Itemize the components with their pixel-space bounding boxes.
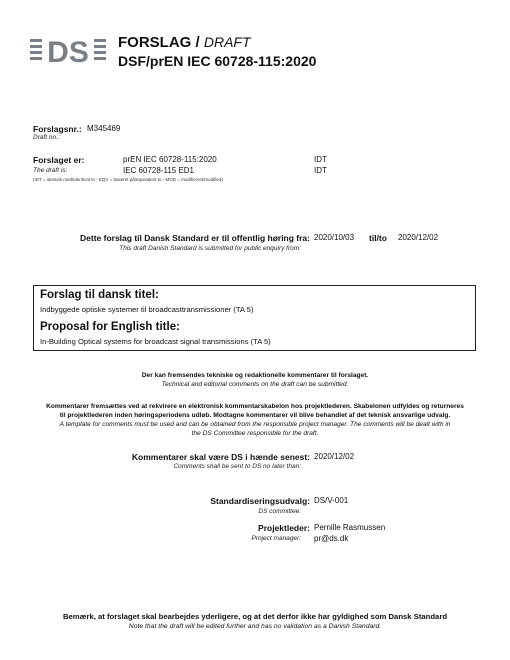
document-designation: DSF/prEN IEC 60728-115:2020 [118,53,317,69]
enquiry-to-date: 2020/12/02 [398,233,439,242]
deadline-label: Kommentarer skal være DS i hænde senest: [131,452,310,462]
enquiry-label: Dette forslag til Dansk Standard er til offentlig høring fra: [80,233,310,243]
proposal-is-value2: IEC 60728-115 ED1 [123,166,195,175]
titles-box [33,285,476,351]
document-status-title [118,34,251,51]
deadline-sublabel: Comments shall be sent to DS no later than: [173,463,301,470]
danish-title-heading: Forslag til dansk titel: [40,289,159,301]
comments-info-en: Technical and editorial comments on the draft can be submitted. [161,381,349,388]
title-prefix: FORSLAG / [118,34,200,51]
comments-procedure-da-1: Kommentarer fremsættes ved at rekvirere en elektronisk kommentarskabelon hos projektlederen. Skabelonen udfyldes og returneres [46,403,464,410]
footer-note-en: Note that the draft will be edited further and has no validation as a Danish Standard. [128,623,382,630]
english-title-heading: Proposal for English title: [40,321,180,333]
manager-email[interactable]: pr@ds.dk [314,534,349,543]
manager-label: Projektleder: [258,523,310,533]
proposal-no-sublabel: Draft no.: [33,134,60,141]
proposal-no-label: Forslagsnr.: [33,124,82,134]
relation-legend: (IDT = identisk med/identical to - EQV = baseret på/equivalent to - MOD = modificeret/modified) [33,177,223,182]
comments-procedure-da-2: til projektlederen inden høringsperiodens udløb. Modtagne kommentarer vil blive behandlet af det teknisk ansvarlige udvalg. [59,412,451,419]
title-draft: DRAFT [203,34,251,50]
committee-sublabel: DS committee: [258,508,301,515]
ds-logo [30,33,110,67]
proposal-is-value1: prEN IEC 60728-115:2020 [123,155,217,164]
danish-title: Indbyggede optiske systemer til broadcasttransmissioner (TA 5) [40,305,254,314]
committee-value: DS/V-001 [314,496,349,505]
comments-procedure-en-2: the DS Committee responsible for the draft. [191,430,319,437]
proposal-is-sublabel: The draft is: [33,167,68,174]
manager-sublabel: Project manager: [251,535,301,542]
svg-text:DS: DS [47,36,89,67]
footer-note-da: Bemærk, at forslaget skal bearbejdes yderligere, og at det derfor ikke har gyldighed som Dansk Standard [62,612,448,621]
proposal-is-relation2: IDT [314,166,327,175]
enquiry-sublabel: This draft Danish Standard is submitted for public enquiry from: [119,245,301,252]
english-title: In-Building Optical systems for broadcast signal transmissions (TA 5) [40,337,271,346]
enquiry-to-label: til/to [369,233,387,243]
committee-label: Standardiseringsudvalg: [210,496,310,506]
deadline-date: 2020/12/02 [314,452,355,461]
comments-info-da: Der kan fremsendes tekniske og redaktionelle kommentarer til forslaget. [141,372,369,379]
manager-name: Pernille Rasmussen [314,523,386,532]
proposal-no-value: M345469 [87,124,121,133]
proposal-is-relation1: IDT [314,155,327,164]
proposal-is-label: Forslaget er: [33,155,85,165]
enquiry-from-date: 2020/10/03 [314,233,355,242]
comments-procedure-en-1: A template for comments must be used and can be obtained from the responsible project manager. The comments will be dealt with in [59,421,451,428]
